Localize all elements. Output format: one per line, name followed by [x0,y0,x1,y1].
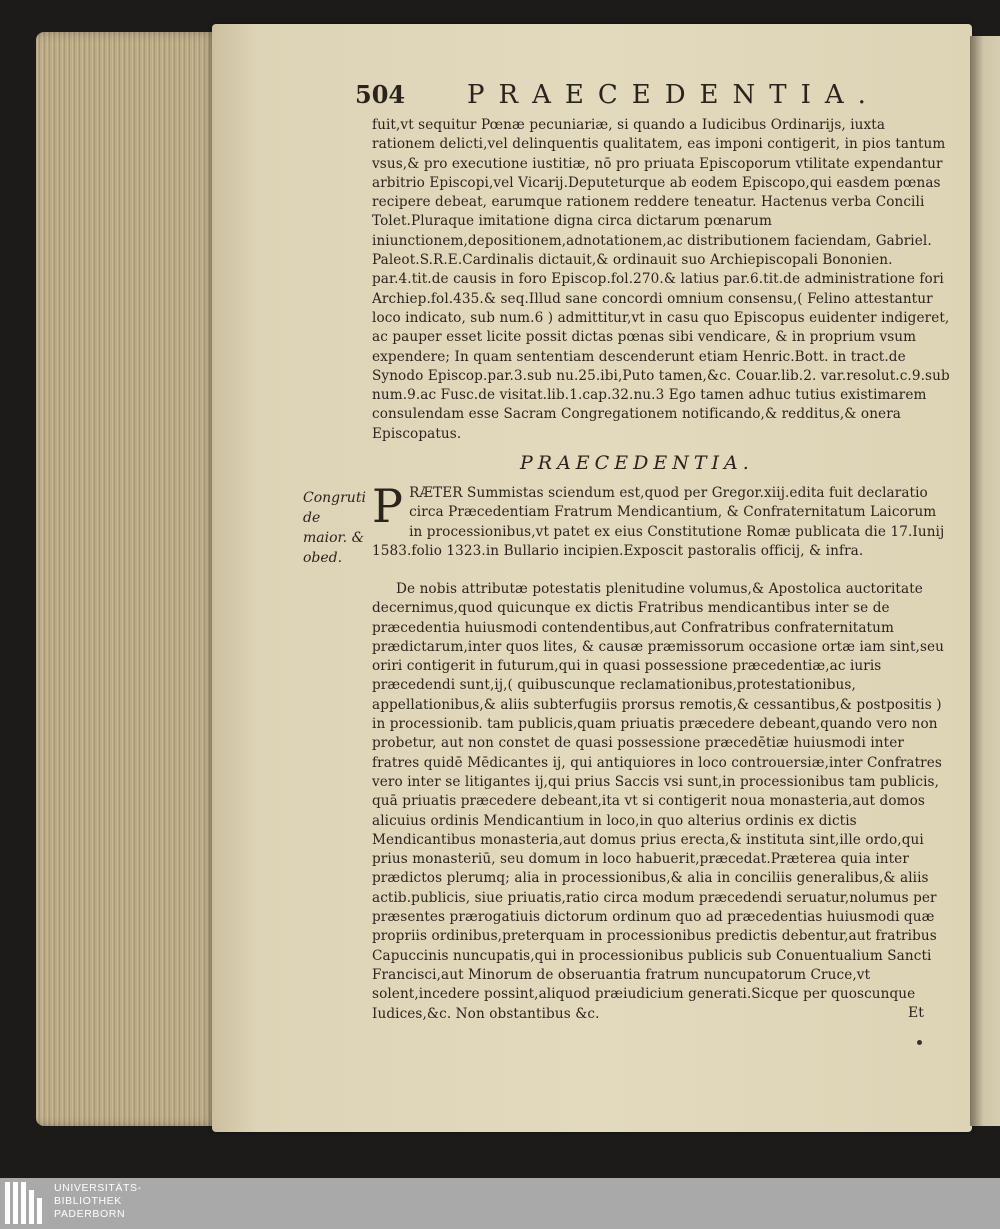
library-logo-icon [5,1182,45,1226]
paragraph-1: fuit,vt sequitur Pœnæ pecuniariæ, si quando a Iudicibus Ordinarijs, iuxta rationem delicti,vel delinquentis qualitatem, eas imponi contigerit, in pios tantum vsus,& pro executione iustitiæ, nō pro priuata Episcoporum vtilitate expendantur arbitrio Episcopi,vel Vicarij.Deputeturque ab eodem Episcopo,qui easdem pœnas recipere debeat, earumque rationem reddere teneatur. Hactenus verba Concili Tolet.Pluraque imitatione digna circa dictarum pœnarum iniunctionem,depositionem,adnotationem,ac distributionem faciendam, Gabriel. Paleot.S.R.E.Cardinalis dictauit,& ordinauit suo Archiepiscopali Bononien. par.4.tit.de causis in foro Episcop.fol.270.& latius par.6.tit.de administratione fori Archiep.fol.435.& seq.Illud sane concordi omnium consensu,( Felino attestantur loco indicato, sub num.6 ) admittitur,vt in casu quo Episcopus euidenter indigeret, ac pauper esset licite possit dictas pœnas sibi vendicare, & in proprium vsum expendere; In quam sententiam descenderunt etiam Henric.Bott. in tract.de Synodo Episcop.par.3.sub nu.25.ibi,Puto tamen,&c. Couar.lib.2. var.resolut.c.9.sub num.9.ac Fusc.de visitat.lib.1.cap.32.nu.3 Ego tamen adhuc tutius existimarem consulendam esse Sacram Congregationem notificando,& redditus,& onera Episcopatus. [372,117,950,442]
running-title: PRAECEDENTIA. [467,80,880,110]
library-name-line-2: BIBLIOTHEK [54,1195,122,1207]
paragraph-2-text: RÆTER Summistas sciendum est,quod per Gregor.xiij.edita fuit declaratio circa Præcedentiam Fratrum Mendicantium, & Confraternitatum Laicorum in processionibus,vt patet ex eius Constitutione Romæ publicata die 17.Iunij 1583.folio 1323.in Bullario incipien.Exposcit pastoralis officij, & infra. [372,485,945,559]
page-header [355,80,955,112]
library-name-line-3: PADERBORN [54,1208,126,1220]
library-name-line-1: UNIVERSITÄTS- [54,1182,142,1194]
marginal-note: Congruti de maior. & obed. [303,490,366,566]
paragraph-2 [372,479,950,561]
ink-dot [917,1040,922,1045]
book-fore-edge [36,32,218,1126]
library-footer [0,1178,1000,1229]
drop-cap: P [372,479,404,533]
section-heading: PRAECEDENTIA. [520,452,754,474]
page-number: 504 [355,80,406,109]
facing-page-edge [970,36,1000,1126]
paragraph-3: De nobis attributæ potestatis plenitudine volumus,& Apostolica auctoritate decernimus,quod quicunque ex dictis Fratribus mendicantibus inter se de præcedentia huiusmodi contendentibus,aut Confratribus confraternitatum prædictarum,inter quos lites, & causæ præmissorum occasione ortæ iam sint,seu oriri contigerit in futurum,qui in quasi possessione præcedentiæ,ac iuris præcedendi sunt,ij,( quibuscunque reclamationibus,protestationibus, appellationibus,& aliis subterfugiis prorsus remotis,& cessantibus,& postpositis ) in processionib. tam publicis,quam priuatis præcedere debeant,quando vero non probetur, aut non constet de quasi possessione præcedētiæ huiusmodi inter fratres quidē Mēdicantes ij, qui antiquiores in loco controuersiæ,inter Confratres vero inter se litigantes ij,qui prius Saccis vsi sunt,in processionibus tam publicis, quā priuatis præcedere debeant,ita vt si contigerit noua monasteria,aut domos alicuius ordinis Mendicantium in loco,in quo alterius ordinis ex dictis Mendicantibus monasteria,aut domus prius erecta,& instituta sint,ille ordo,qui prius monasteriū, seu domum in loco habuerit,præcedat.Præterea quia inter prædictos plerumq; alia in processionibus,& alia in conciliis generalibus,& aliis actib.publicis, siue priuatis,ratio circa modum præcedendi seruatur,nolumus per præsentes prærogatiuis dictorum ordinum quo ad præcedentias huiusmodi quæ propriis ordinibus,preterquam in processionibus predictis debentur,aut fratribus Capuccinis nuncupatis,qui in processionibus publicis sub Conuentualium Sancti Francisci,aut Minorum de obseruantia fratrum nuncupatorum Cruce,vt solent,incedere possint,aliquod præiudicium generati.Sicque per quoscunque Iudices,&c. Non obstantibus &c. [372,581,945,1022]
library-name [54,1182,142,1221]
catchword: Et [908,1005,924,1021]
